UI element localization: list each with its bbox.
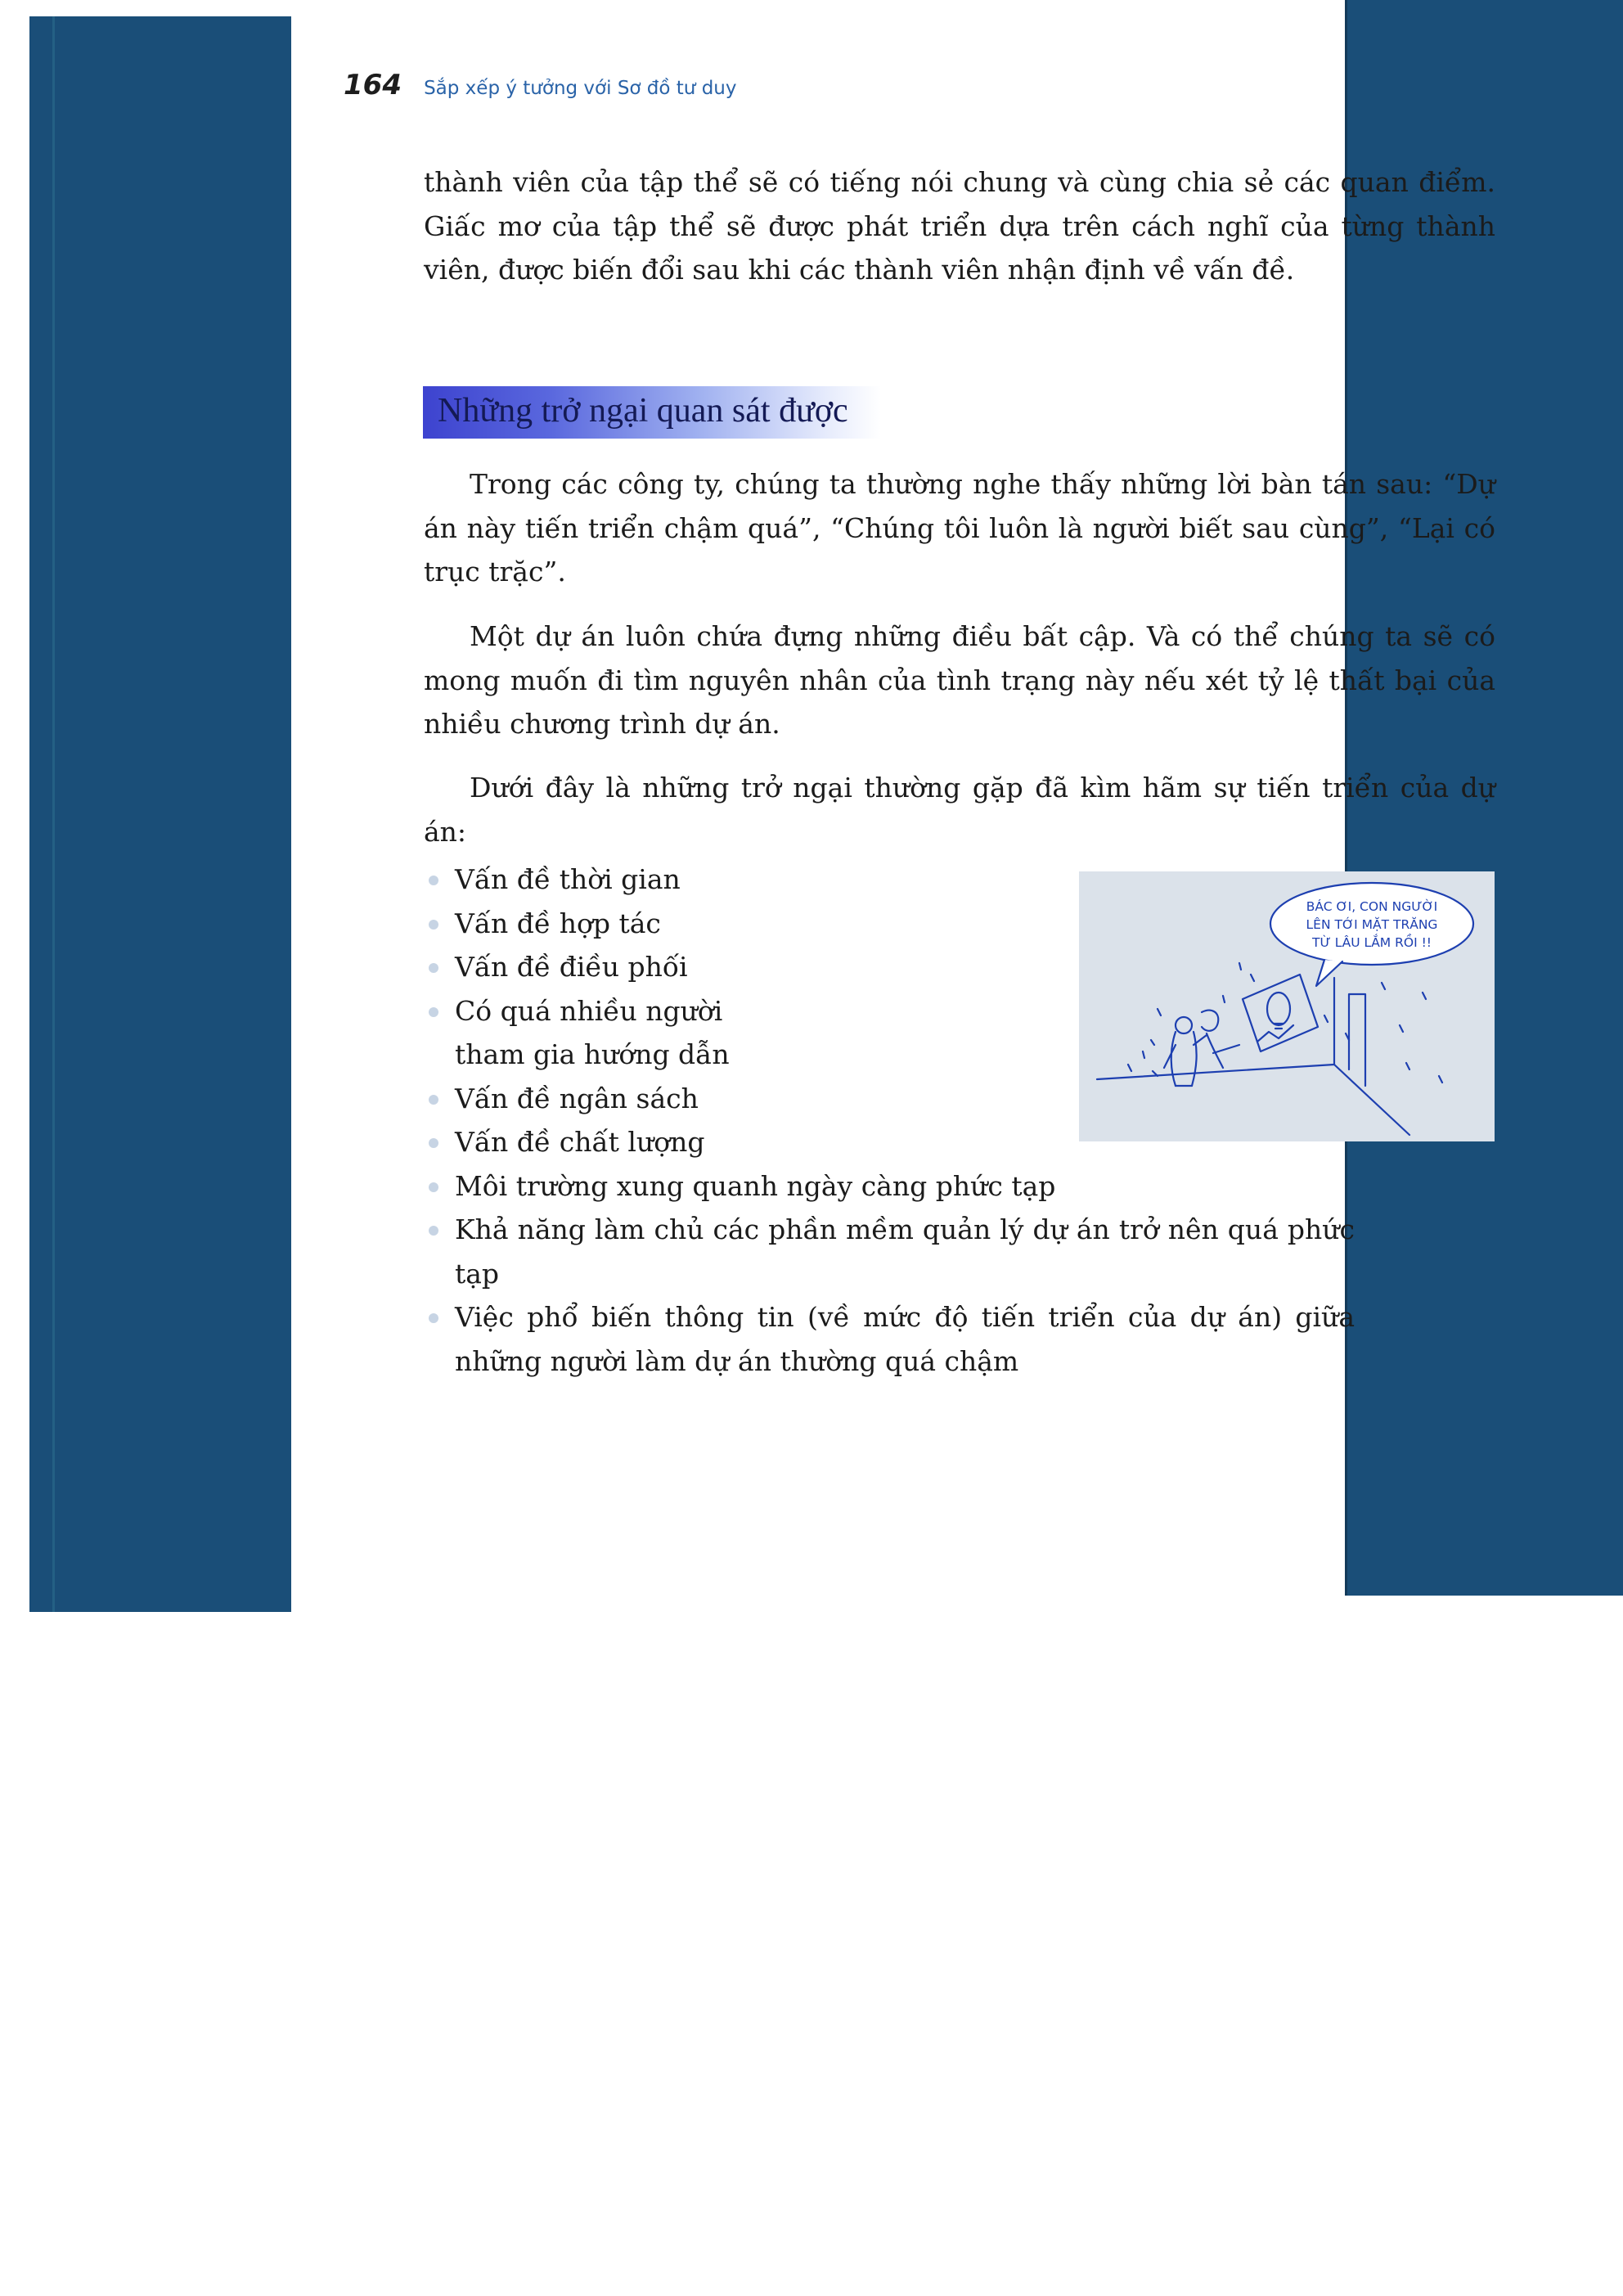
- bullet-icon: [429, 1138, 438, 1148]
- list-item-text: Khả năng làm chủ các phần mềm quản lý dự án trở nên quá phức tạp: [455, 1213, 1355, 1290]
- running-header: [344, 69, 736, 101]
- intro-paragraph: thành viên của tập thể sẽ có tiếng nói chung và cùng chia sẻ các quan điểm. Giấc mơ của tập thể sẽ được phát triển dựa trên cách nghĩ của từng thành viên, được biến đổi sau khi các thành viên nhận định về vấn đề.: [424, 166, 1495, 286]
- paragraph-3: Dưới đây là những trở ngại thường gặp đã kìm hãm sự tiến triển của dự án:: [424, 772, 1495, 848]
- list-item: [424, 1164, 1355, 1209]
- list-item-text: Vấn đề điều phối: [455, 951, 688, 983]
- cartoon-illustration: [1079, 871, 1495, 1141]
- list-item-text: Môi trường xung quanh ngày càng phức tạp: [455, 1169, 1056, 1202]
- list-item-text: Việc phổ biến thông tin (về mức độ tiến triển của dự án) giữa những người làm dự án thường quá chậm: [455, 1301, 1355, 1377]
- running-title: Sắp xếp ý tưởng với Sơ đồ tư duy: [424, 78, 737, 99]
- list-item: [424, 1077, 778, 1121]
- bullet-icon: [429, 876, 438, 885]
- book-page: [291, 0, 1495, 1612]
- speech-bubble-line: BÁC ƠI, CON NGƯỜI: [1306, 899, 1438, 914]
- speech-bubble-line: LÊN TỚI MẶT TRĂNG: [1306, 917, 1438, 932]
- list-item: [424, 858, 778, 902]
- speech-bubble-line: TỪ LÂU LẮM RỒI !!: [1312, 935, 1432, 950]
- list-item-text: Vấn đề hợp tác: [455, 907, 661, 939]
- list-item: [424, 902, 778, 946]
- bullet-icon: [429, 1226, 438, 1236]
- bullet-icon: [429, 1007, 438, 1017]
- edge-stripe: [52, 16, 55, 1612]
- paragraph-1: Trong các công ty, chúng ta thường nghe thấy những lời bàn tán sau: “Dự án này tiến triển chậm quá”, “Chúng tôi luôn là người biết sau cùng”, “Lại có trục trặc”.: [424, 468, 1495, 588]
- paragraph-2: Một dự án luôn chứa đựng những điều bất cập. Và có thể chúng ta sẽ có mong muốn đi tìm nguyên nhân của tình trạng này nếu xét tỷ lệ thất bại của nhiều chương trình dự án.: [424, 620, 1495, 740]
- list-item-text: Vấn đề thời gian: [455, 863, 681, 895]
- list-item: [424, 1120, 778, 1164]
- left-page-edge: [29, 16, 294, 1612]
- list-item: [424, 945, 778, 989]
- list-item-text: Vấn đề ngân sách: [455, 1082, 699, 1114]
- list-item-text: Vấn đề chất lượng: [455, 1126, 705, 1158]
- bullet-icon: [429, 1095, 438, 1105]
- section-title: Những trở ngại quan sát được: [438, 392, 848, 430]
- section-heading-highlight: [423, 386, 881, 439]
- bullet-icon: [429, 920, 438, 930]
- list-item: [424, 1295, 1355, 1383]
- page-number: 164: [344, 69, 402, 101]
- bullet-icon: [429, 963, 438, 973]
- list-item: [424, 1208, 1355, 1295]
- bullet-icon: [429, 1182, 438, 1192]
- list-item: [424, 989, 778, 1077]
- list-item-text: Có quá nhiều người tham gia hướng dẫn: [455, 994, 730, 1070]
- bullet-icon: [429, 1313, 438, 1323]
- speech-bubble-text: [1285, 898, 1459, 952]
